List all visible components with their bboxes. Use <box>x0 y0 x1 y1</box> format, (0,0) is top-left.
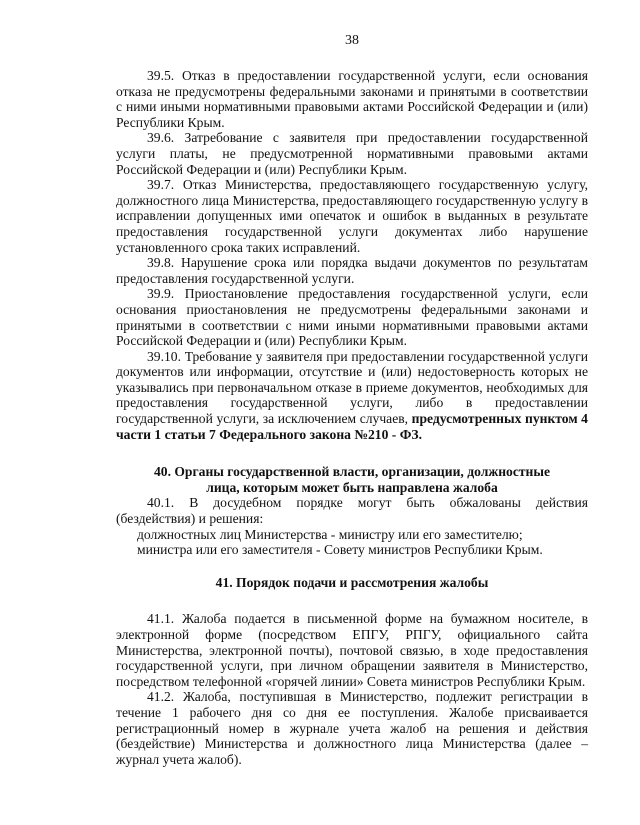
section-41-heading: 41. Порядок подачи и рассмотрения жалобы <box>215 574 489 590</box>
paragraph-41-2: 41.2. Жалоба, поступившая в Министерство, подлежит регистрации в течение 1 рабочего дня со дня ее поступления. Жалобе присваивается регистрационный номер в журнале учета жалоб на решения и действия (бездействие) Министерства и должностного лица Министерства (далее – журнал учета жалоб). <box>116 689 588 767</box>
paragraph-39-10-bold-text: предусмотренных пунктом 4 части 1 статьи 7 Федерального закона №210 - ФЗ. <box>116 411 588 442</box>
section-40-heading-line2: лица, которым может быть направлена жалоба <box>206 479 498 495</box>
paragraph-39-8: 39.8. Нарушение срока или порядка выдачи документов по результатам предоставления государственной услуги. <box>116 255 588 286</box>
paragraph-41-1: 41.1. Жалоба подается в письменной форме на бумажном носителе, в электронной форме (посредством ЕПГУ, РПГУ, официального сайта Министерства, электронной почты), почтовой связью, в ходе предоставления государственной услуги, при личном обращении заявителя в Министерство, посредством телефонной «горячей линии» Совета министров Республики Крым. <box>116 611 588 689</box>
list-item-40-2: министра или его заместителя - Совету министров Республики Крым. <box>137 542 543 558</box>
paragraph-39-9: 39.9. Приостановление предоставления государственной услуги, если основания приостановления не предусмотрены федеральными законами и принятыми в соответствии с ними иными нормативными правовыми актами Российской Федерации и (или) Республики Крым. <box>116 286 588 349</box>
page-number: 38 <box>345 33 359 48</box>
paragraph-39-10 <box>116 349 588 443</box>
paragraph-39-10-text: 39.10. Требование у заявителя при предоставлении государственной услуги документов или информации, отсутствие и (или) недостоверность которых не указывались при первоначальном отказе в приеме документов, необходимых для предоставления государственной услуги, либо в предоставлении государственной услуги, за исключением случаев, <box>116 348 588 427</box>
paragraph-40-1: 40.1. В досудебном порядке могут быть обжалованы действия (бездействия) и решения: <box>116 495 588 527</box>
list-item-40-1: должностных лиц Министерства - министру или его заместителю; <box>137 526 523 542</box>
paragraph-39-5: 39.5. Отказ в предоставлении государственной услуги, если основания отказа не предусмотрены федеральными законами и принятыми в соответствии с ними иными нормативными правовыми актами Российской Федерации и (или) Республики Крым. <box>116 68 588 130</box>
section-40-heading <box>116 464 588 495</box>
paragraph-39-7: 39.7. Отказ Министерства, предоставляющего государственную услугу, должностного лица Министерства, предоставляющего государственную услугу в исправлении допущенных ими опечаток и ошибок в выданных в результате предоставления государственной услуги документах либо нарушение установленного срока таких исправлений. <box>116 177 588 255</box>
paragraph-39-6: 39.6. Затребование с заявителя при предоставлении государственной услуги платы, не предусмотренной нормативными правовыми актами Российской Федерации и (или) Республики Крым. <box>116 130 588 177</box>
section-40-heading-line1: 40. Органы государственной власти, организации, должностные <box>153 464 551 480</box>
